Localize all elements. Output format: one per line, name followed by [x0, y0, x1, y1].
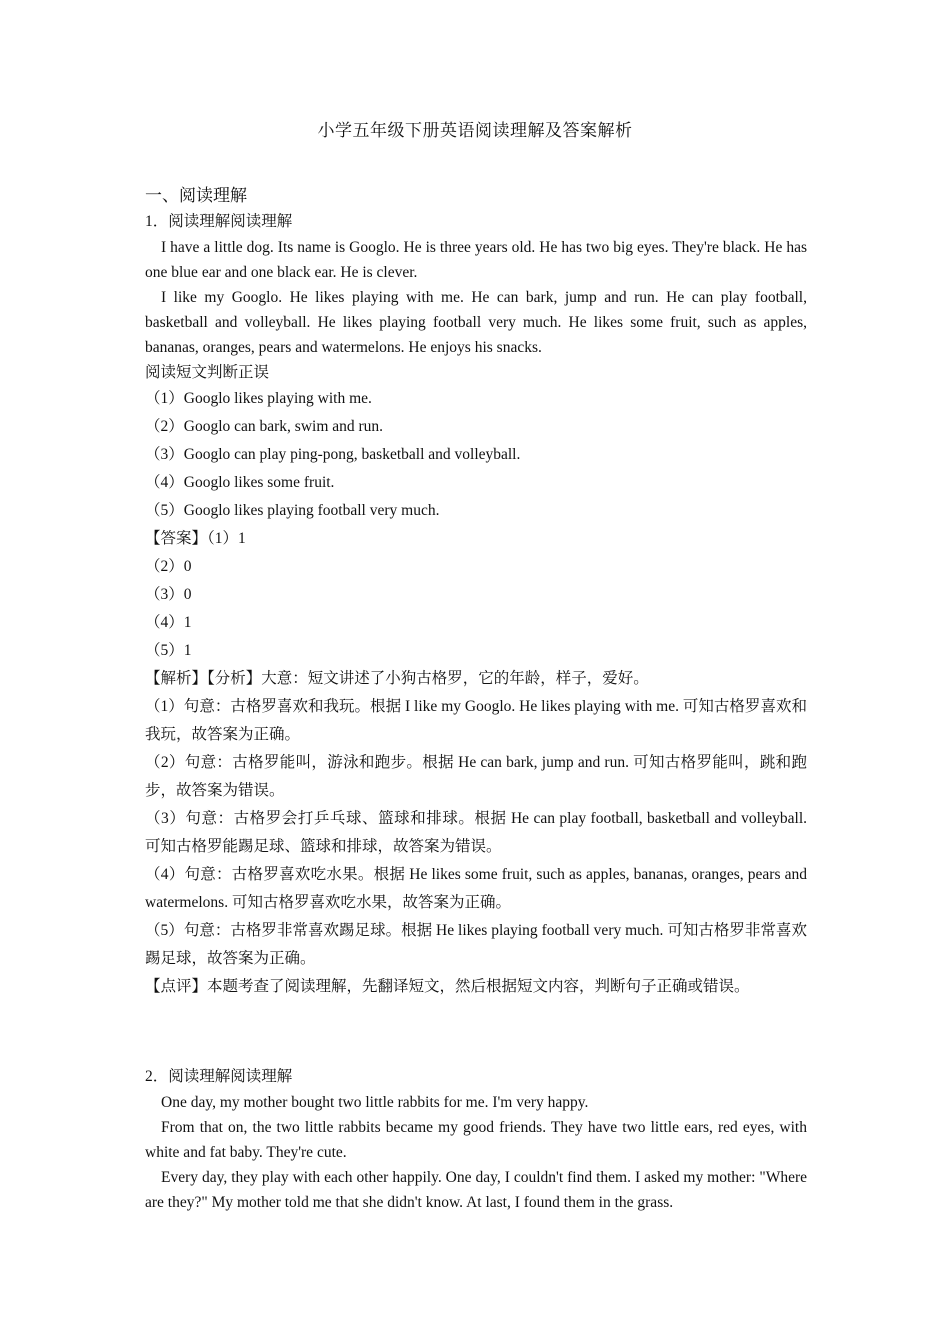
statement-item: （2）Googlo can bark, swim and run. [145, 418, 384, 435]
answer-label: 【答案】（1）1 [145, 530, 246, 547]
answer-item: （3）0 [145, 586, 192, 603]
analysis-item: （4）句意：古格罗喜欢吃水果。根据 He likes some fruit, such as apples, bananas, oranges, pears and watermelons. 可知古格罗喜欢吃水果，故答案为正确。 [145, 866, 807, 911]
statement-item: （5）Googlo likes playing football very much. [145, 502, 440, 519]
comment-text: 【点评】本题考查了阅读理解，先翻译短文，然后根据短文内容，判断句子正确或错误。 [145, 978, 750, 995]
passage-paragraph: From that on, the two little rabbits became my good friends. They have two little ears, red eyes, with white and fat baby. They're cute. [145, 1119, 807, 1161]
passage-paragraph: Every day, they play with each other happily. One day, I couldn't find them. I asked my mother: "Where are they?" My mother told me that she didn't know. At last, I found them in the grass. [145, 1169, 807, 1211]
answer-item: （5）1 [145, 642, 192, 659]
analysis-intro: 【解析】【分析】大意：短文讲述了小狗古格罗，它的年龄，样子，爱好。 [145, 670, 649, 687]
section-heading: 一、阅读理解 [145, 186, 247, 205]
passage-paragraph: I have a little dog. Its name is Googlo. He is three years old. He has two big eyes. They're black. He has one blue ear and one black ear. He is clever. [145, 239, 807, 281]
passage-paragraph: One day, my mother bought two little rabbits for me. I'm very happy. [161, 1094, 589, 1111]
instruction-text: 阅读短文判断正误 [145, 364, 270, 381]
statement-item: （3）Googlo can play ping-pong, basketball and volleyball. [145, 446, 521, 463]
page-title: 小学五年级下册英语阅读理解及答案解析 [317, 121, 633, 141]
analysis-item: （2）句意：古格罗能叫，游泳和跑步。根据 He can bark, jump and run. 可知古格罗能叫，跳和跑步，故答案为错误。 [145, 754, 807, 799]
question-2-title: 2．阅读理解阅读理解 [145, 1068, 293, 1085]
question-2-block [145, 1064, 807, 1215]
question-1-block [145, 183, 807, 1001]
analysis-item: （3）句意：古格罗会打乒乓球、篮球和排球。根据 He can play football, basketball and volleyball. 可知古格罗能踢足球、篮球和排球，故答案为错误。 [145, 810, 807, 855]
statement-item: （4）Googlo likes some fruit. [145, 474, 335, 491]
analysis-item: （1）句意：古格罗喜欢和我玩。根据 I like my Googlo. He likes playing with me. 可知古格罗喜欢和我玩，故答案为正确。 [145, 698, 807, 743]
statement-item: （1）Googlo likes playing with me. [145, 390, 372, 407]
question-1-title: 1．阅读理解阅读理解 [145, 213, 293, 230]
answer-item: （4）1 [145, 614, 192, 631]
answer-item: （2）0 [145, 558, 192, 575]
analysis-item: （5）句意：古格罗非常喜欢踢足球。根据 He likes playing football very much. 可知古格罗非常喜欢踢足球，故答案为正确。 [145, 922, 807, 967]
passage-paragraph: I like my Googlo. He likes playing with me. He can bark, jump and run. He can play football, basketball and volleyball. He likes playing football very much. He likes some fruit, such as apples, bananas, oranges, pears and watermelons. He enjoys his snacks. [145, 289, 807, 356]
